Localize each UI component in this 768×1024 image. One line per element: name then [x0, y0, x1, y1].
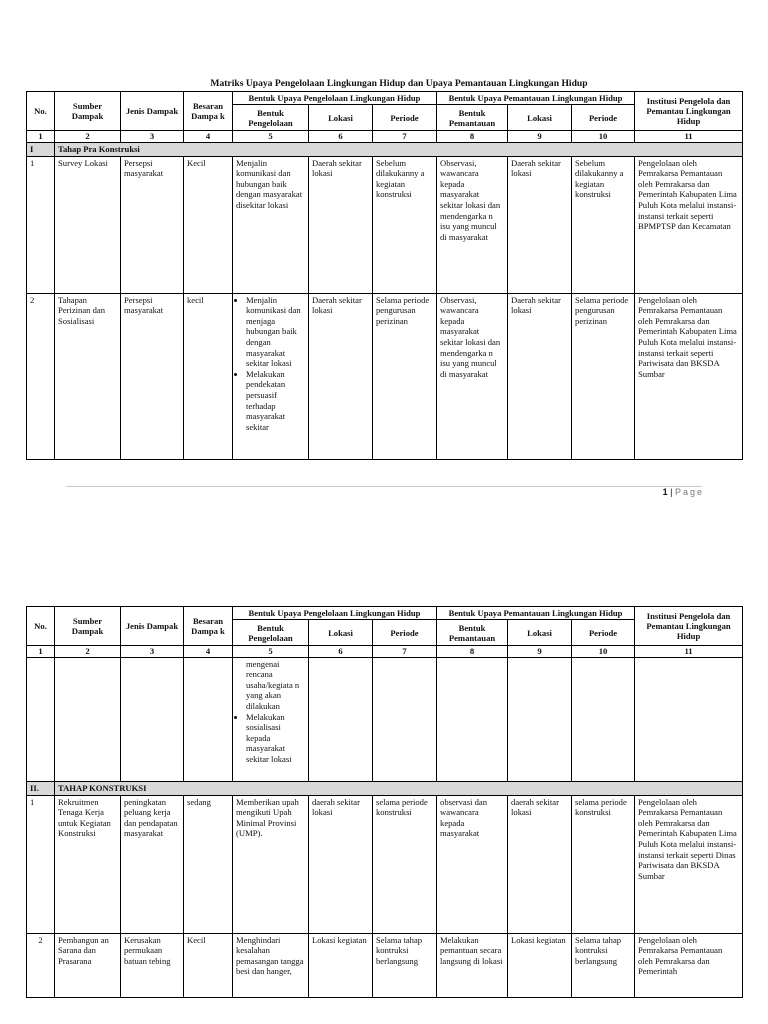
col-header-no: No.	[27, 92, 55, 131]
cell-jenis: Persepsi masyarakat	[121, 156, 184, 293]
cell-besaran: sedang	[184, 795, 233, 933]
cell-institusi: Pengelolaan oleh Pemrakarsa Pemantauan oleh Pemrakarsa dan Pemerintah Kabupaten Lima Puluh Kota melalui instansi-instansi terkait seperti Dinas Pariwisata dan BKSDA Sumbar	[635, 795, 743, 933]
cell-sumber: Rekruitmen Tenaga Kerja untuk Kegiatan Konstruksi	[55, 795, 121, 933]
col-header-besaran-dampak: Besaran Dampa k	[184, 607, 233, 646]
column-number: 11	[635, 131, 743, 143]
section-label: Tahap Pra Konstruksi	[55, 142, 743, 156]
column-number: 5	[233, 131, 309, 143]
column-number: 10	[572, 646, 635, 658]
column-number: 6	[309, 131, 373, 143]
column-number-row	[27, 131, 743, 143]
col-header-no: No.	[27, 607, 55, 646]
cell-no	[27, 657, 55, 781]
column-number: 8	[437, 646, 508, 658]
cell-periode-pemantauan	[572, 657, 635, 781]
col-header-bentuk-pengelolaan: Bentuk Pengelolaan	[233, 105, 309, 131]
column-number: 9	[508, 646, 572, 658]
col-header-lokasi: Lokasi	[309, 105, 373, 131]
cell-lokasi: Lokasi kegiatan	[309, 933, 373, 997]
cell-no: 1	[27, 795, 55, 933]
section-row-konstruksi	[27, 781, 743, 795]
cell-lokasi-pemantauan: Lokasi kegiatan	[508, 933, 572, 997]
section-number: II.	[27, 781, 55, 795]
column-number: 3	[121, 131, 184, 143]
cell-sumber: Tahapan Perizinan dan Sosialisasi	[55, 293, 121, 459]
header-row-top	[27, 92, 743, 105]
col-header-bentuk-pengelolaan: Bentuk Pengelolaan	[233, 620, 309, 646]
matrix-table-page-1	[26, 91, 743, 460]
cell-periode-pemantauan: Selama periode pengurusan perizinan	[572, 293, 635, 459]
col-header-periode: Periode	[373, 105, 437, 131]
col-header-periode-pemantauan: Periode	[572, 620, 635, 646]
col-header-institusi: Institusi Pengelola dan Pemantau Lingkungan Hidup	[635, 607, 743, 646]
column-number: 6	[309, 646, 373, 658]
column-number: 9	[508, 131, 572, 143]
column-number-row	[27, 646, 743, 658]
cell-jenis	[121, 657, 184, 781]
continuation-text: mengenai rencana usaha/kegiata n yang akan dilakukan	[246, 658, 300, 711]
table-row	[27, 156, 743, 293]
cell-periode-pemantauan: selama periode konstruksi	[572, 795, 635, 933]
cell-pengelolaan: Menghindari kesalahan pemasangan tangga besi dan hanger,	[233, 933, 309, 997]
cell-institusi: Pengelolaan oleh Pemrakarsa Pemantauan oleh Pemrakarsa dan Pemerintah	[635, 933, 743, 997]
table-row	[27, 933, 743, 997]
cell-institusi: Pengelolaan oleh Pemrakarsa Pemantauan oleh Pemrakarsa dan Pemerintah Kabupaten Lima Puluh Kota melalui instansi-instansi terkait seperti BPMPTSP dan Kecamatan	[635, 156, 743, 293]
col-header-upaya-pemantauan: Bentuk Upaya Pemantauan Lingkungan Hidup	[437, 607, 635, 620]
col-header-lokasi-pemantauan: Lokasi	[508, 620, 572, 646]
page-number: 1	[662, 487, 668, 497]
matrix-table-page-2	[26, 606, 743, 998]
cell-pengelolaan	[233, 293, 309, 459]
cell-besaran	[184, 657, 233, 781]
cell-lokasi	[309, 657, 373, 781]
cell-periode: Selama tahap kontruksi berlangsung	[373, 933, 437, 997]
column-number: 7	[373, 131, 437, 143]
cell-lokasi: daerah sekitar lokasi	[309, 795, 373, 933]
column-number: 8	[437, 131, 508, 143]
list-item: • Menjalin komunikasi dan menjaga hubungan baik dengan masyarakat sekitar lokasi	[246, 295, 305, 369]
page-footer	[663, 487, 704, 497]
list-item: • Melakukan pendekatan persuasif terhadap masyarakat sekitar	[246, 369, 305, 433]
cell-periode	[373, 657, 437, 781]
column-number: 3	[121, 646, 184, 658]
pengelolaan-list	[236, 712, 305, 765]
cell-pemantauan: Observasi, wawancara kepada masyarakat sekitar lokasi dan mendengarka n isu yang muncul di masyarakat	[437, 156, 508, 293]
cell-lokasi: Daerah sekitar lokasi	[309, 293, 373, 459]
col-header-besaran-dampak: Besaran Dampa k	[184, 92, 233, 131]
pengelolaan-list	[236, 295, 305, 433]
cell-besaran: Kecil	[184, 156, 233, 293]
cell-sumber	[55, 657, 121, 781]
column-number: 4	[184, 646, 233, 658]
col-header-periode-pemantauan: Periode	[572, 105, 635, 131]
col-header-upaya-pengelolaan: Bentuk Upaya Pengelolaan Lingkungan Hidup	[233, 607, 437, 620]
cell-lokasi-pemantauan: Daerah sekitar lokasi	[508, 293, 572, 459]
col-header-institusi: Institusi Pengelola dan Pemantau Lingkungan Hidup	[635, 92, 743, 131]
cell-sumber: Survey Lokasi	[55, 156, 121, 293]
list-item: • Melakukan sosialisasi kepada masyarakat sekitar lokasi	[246, 712, 305, 765]
column-number: 10	[572, 131, 635, 143]
col-header-periode: Periode	[373, 620, 437, 646]
column-number: 5	[233, 646, 309, 658]
column-number: 4	[184, 131, 233, 143]
col-header-upaya-pemantauan: Bentuk Upaya Pemantauan Lingkungan Hidup	[437, 92, 635, 105]
cell-lokasi: Daerah sekitar lokasi	[309, 156, 373, 293]
cell-jenis: Persepsi masyarakat	[121, 293, 184, 459]
col-header-bentuk-pemantauan: Bentuk Pemantauan	[437, 105, 508, 131]
col-header-jenis-dampak: Jenis Dampak	[121, 607, 184, 646]
cell-institusi: Pengelolaan oleh Pemrakarsa Pemantauan oleh Pemrakarsa dan Pemerintah Kabupaten Lima Puluh Kota melalui instansi-instansi terkait seperti Pariwisata dan BKSDA Sumbar	[635, 293, 743, 459]
cell-institusi	[635, 657, 743, 781]
cell-pemantauan: Observasi, wawancara kepada masyarakat sekitar lokasi dan mendengarka n isu yang muncul di masyarakat	[437, 293, 508, 459]
col-header-sumber-dampak: Sumber Dampak	[55, 607, 121, 646]
cell-periode: Sebelum dilakukanny a kegiatan konstruksi	[373, 156, 437, 293]
section-label: TAHAP KONSTRUKSI	[55, 781, 743, 795]
page-label: Page	[674, 487, 704, 497]
cell-periode: selama periode konstruksi	[373, 795, 437, 933]
cell-pemantauan	[437, 657, 508, 781]
col-header-upaya-pengelolaan: Bentuk Upaya Pengelolaan Lingkungan Hidup	[233, 92, 437, 105]
cell-jenis: peningkatan peluang kerja dan pendapatan masyarakat	[121, 795, 184, 933]
table-row	[27, 293, 743, 459]
column-number: 1	[27, 646, 55, 658]
document-title: Matriks Upaya Pengelolaan Lingkungan Hidup dan Upaya Pemantauan Lingkungan Hidup	[210, 78, 588, 89]
cell-no: 1	[27, 156, 55, 293]
footer-separator: |	[667, 487, 675, 497]
col-header-jenis-dampak: Jenis Dampak	[121, 92, 184, 131]
cell-jenis: Kerusakan permukaan batuan tebing	[121, 933, 184, 997]
table-row	[27, 795, 743, 933]
cell-no: 2	[27, 933, 55, 997]
cell-lokasi-pemantauan: daerah sekitar lokasi	[508, 795, 572, 933]
cell-pemantauan: Melakukan pemantuan secara langsung di lokasi	[437, 933, 508, 997]
cell-pemantauan: observasi dan wawancara kepada masyarakat	[437, 795, 508, 933]
section-row-pra-konstruksi	[27, 142, 743, 156]
col-header-lokasi: Lokasi	[309, 620, 373, 646]
cell-periode-pemantauan: Selama tahap kontruksi berlangsung	[572, 933, 635, 997]
table-row-continuation	[27, 657, 743, 781]
col-header-sumber-dampak: Sumber Dampak	[55, 92, 121, 131]
footer-divider	[66, 486, 702, 487]
cell-pengelolaan: Menjalin komunikasi dan hubungan baik dengan masyarakat disekitar lokasi	[233, 156, 309, 293]
cell-sumber: Pembangun an Sarana dan Prasarana	[55, 933, 121, 997]
column-number: 2	[55, 131, 121, 143]
col-header-bentuk-pemantauan: Bentuk Pemantauan	[437, 620, 508, 646]
cell-besaran: kecil	[184, 293, 233, 459]
column-number: 7	[373, 646, 437, 658]
cell-lokasi-pemantauan: Daerah sekitar lokasi	[508, 156, 572, 293]
column-number: 2	[55, 646, 121, 658]
section-number: I	[27, 142, 55, 156]
cell-pengelolaan	[233, 657, 309, 781]
cell-lokasi-pemantauan	[508, 657, 572, 781]
col-header-lokasi-pemantauan: Lokasi	[508, 105, 572, 131]
cell-no: 2	[27, 293, 55, 459]
header-row-top	[27, 607, 743, 620]
column-number: 11	[635, 646, 743, 658]
column-number: 1	[27, 131, 55, 143]
cell-pengelolaan: Memberikan upah mengikuti Upah Minimal Provinsi (UMP).	[233, 795, 309, 933]
cell-periode: Selama periode pengurusan perizinan	[373, 293, 437, 459]
cell-besaran: Kecil	[184, 933, 233, 997]
cell-periode-pemantauan: Sebelum dilakukanny a kegiatan konstruksi	[572, 156, 635, 293]
